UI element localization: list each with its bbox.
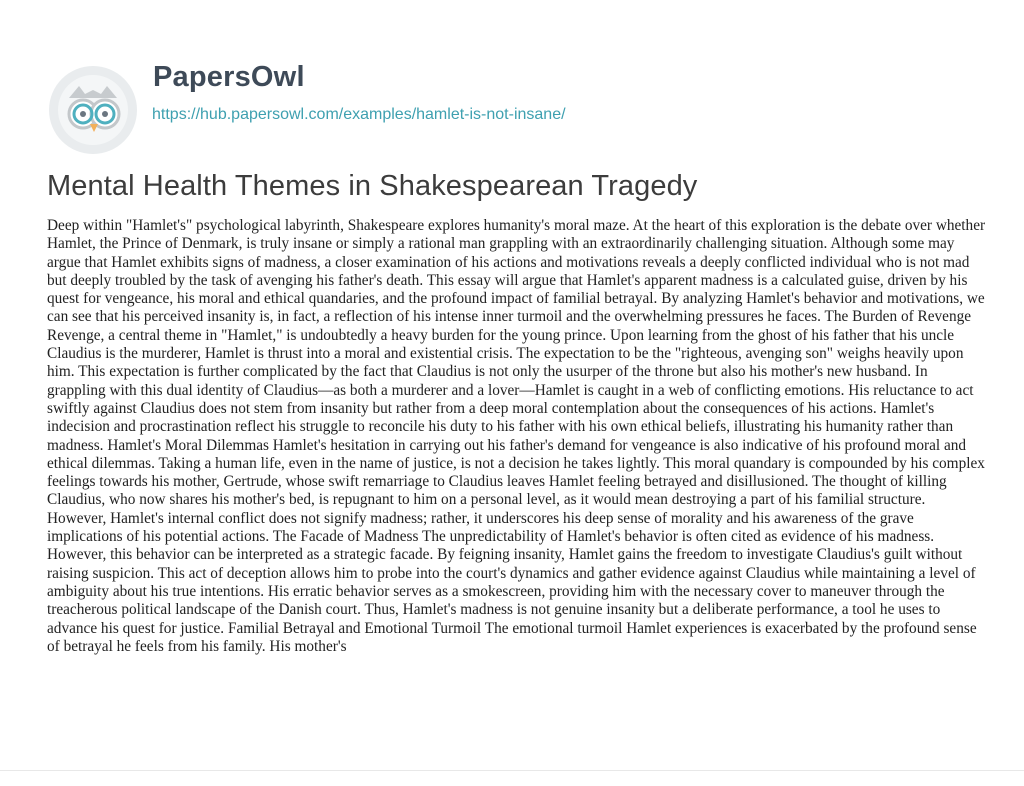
- essay-body: Deep within "Hamlet's" psychological labyrinth, Shakespeare explores humanity's moral maze. At the heart of this exploration is the debate over whether Hamlet, the Prince of Denmark, is truly insane or simply a rational man grappling with an extraordinarily challenging situation. Although some may argue that Hamlet exhibits signs of madness, a closer examination of his actions and motivations reveals a deeply conflicted individual who is not mad but deeply troubled by the task of avenging his father's death. This essay will argue that Hamlet's apparent madness is a calculated guise, driven by his quest for vengeance, his moral and ethical quandaries, and the profound impact of familial betrayal. By analyzing Hamlet's behavior and motivations, we can see that his perceived insanity is, in fact, a reflection of his intense inner turmoil and the overwhelming pressures he faces. The Burden of Revenge Revenge, a central theme in "Hamlet," is undoubtedly a heavy burden for the young prince. Upon learning from the ghost of his father that his uncle Claudius is the murderer, Hamlet is thrust into a moral and existential crisis. The expectation to be the "righteous, avenging son" weighs heavily upon him. This expectation is further complicated by the fact that Claudius is not only the usurper of the throne but also his mother's new husband. In grappling with this dual identity of Claudius—as both a murderer and a lover—Hamlet is caught in a web of conflicting emotions. His reluctance to act swiftly against Claudius does not stem from insanity but rather from a deep moral contemplation about the consequences of his actions. Hamlet's indecision and procrastination reflect his struggle to reconcile his duty to his father with his own ethical beliefs, illustrating his humanity rather than madness. Hamlet's Moral Dilemmas Hamlet's hesitation in carrying out his father's demand for vengeance is also indicative of his profound moral and ethical dilemmas. Taking a human life, even in the name of justice, is not a decision he takes lightly. This moral quandary is compounded by his complex feelings towards his mother, Gertrude, whose swift remarriage to Claudius leaves Hamlet feeling betrayed and disillusioned. The thought of killing Claudius, who now shares his mother's bed, is repugnant to him on a personal level, as it would mean destroying a part of his familial structure. However, Hamlet's internal conflict does not signify madness; rather, it underscores his deep sense of morality and his awareness of the grave implications of his potential actions. The Facade of Madness The unpredictability of Hamlet's behavior is often cited as evidence of his madness. However, this behavior can be interpreted as a strategic facade. By feigning insanity, Hamlet gains the freedom to investigate Claudius's guilt without raising suspicion. This act of deception allows him to probe into the court's dynamics and gather evidence against Claudius while maintaining a level of ambiguity about his true intentions. His erratic behavior serves as a smokescreen, providing him with the necessary cover to maneuver through the treacherous political landscape of the Danish court. Thus, Hamlet's madness is not genuine insanity but a deliberate performance, a tool he uses to advance his quest for justice. Familial Betrayal and Emotional Turmoil The emotional turmoil Hamlet experiences is exacerbated by the profound sense of betrayal he feels from his family. His mother's: [47, 217, 986, 655]
- owl-logo-icon: [47, 64, 139, 156]
- divider: [0, 770, 1024, 771]
- source-url[interactable]: https://hub.papersowl.com/examples/hamlet-is-not-insane/: [152, 106, 566, 123]
- header: [47, 54, 987, 144]
- page-title: Mental Health Themes in Shakespearean Tragedy: [47, 170, 698, 202]
- brand-name[interactable]: PapersOwl: [153, 61, 305, 93]
